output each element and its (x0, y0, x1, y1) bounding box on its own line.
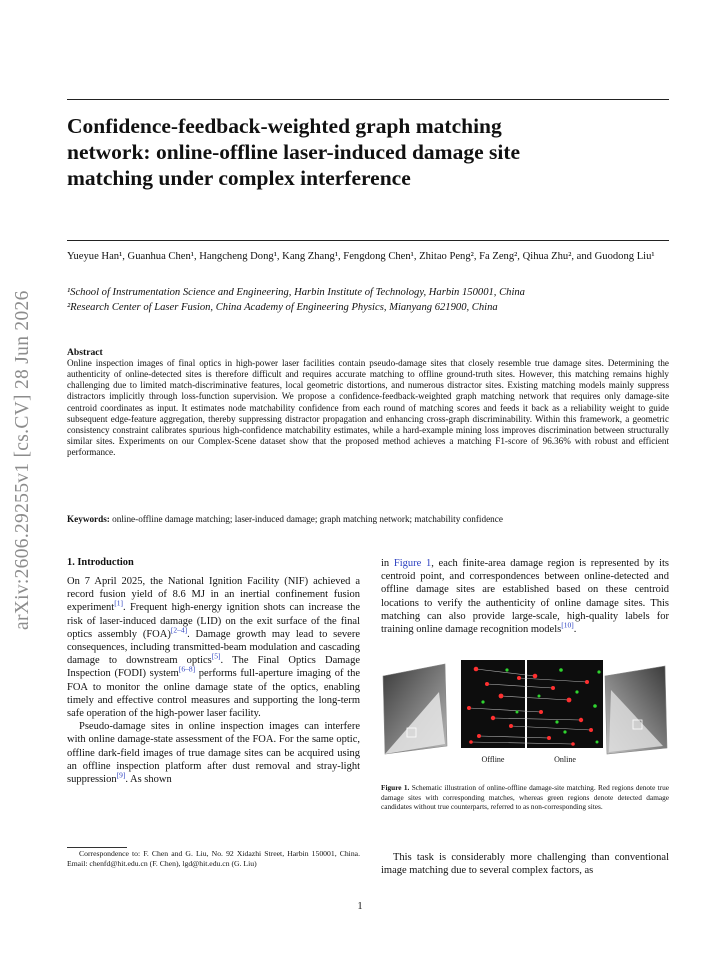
affiliation-1: ¹School of Instrumentation Science and Engineering, Harbin Institute of Technology, Harbin 150001, China (67, 287, 525, 298)
arxiv-identifier-stamp: arXiv:2606.29255v1 [cs.CV] 28 Jun 2026 (12, 290, 33, 630)
figure-1-illustration (381, 656, 669, 766)
text-run: . As shown (125, 774, 172, 786)
right-column-continued (381, 851, 669, 877)
figure-1-link[interactable]: Figure 1 (393, 558, 432, 569)
text-run: Pseudo-damage sites in online inspection images can interfere with online damage-state assessment of the FOA. For the same optic, offline dark-field images of true damage sites can be acquired using an offline inspection platform after dust removal and stray-light suppression (67, 721, 360, 786)
right-paragraph-1 (381, 557, 669, 636)
online-label: Online (554, 755, 576, 764)
footnote-rule (67, 847, 127, 848)
online-thumbnail (605, 666, 667, 754)
text-run: On 7 April 2025, the National Ignition Facility (NIF) achieved a record fusion yield of 8.6 MJ in an inertial confinement fusion experiment (67, 576, 360, 614)
text-run: . The Final Optics Damage Inspection (FODI) system (67, 655, 361, 680)
caption-label: Figure 1. (381, 783, 410, 792)
figure-1-caption (381, 783, 669, 812)
abstract-heading: Abstract (67, 347, 103, 358)
citation-link[interactable]: [5] (211, 651, 221, 661)
intro-paragraph-2 (67, 720, 360, 786)
intro-paragraph-1 (67, 575, 360, 720)
abstract-text: Online inspection images of final optics in high-power laser facilities contain pseudo-damage sites that closely resemble true damage sites. Determining the authenticity of online-detected sites is therefore difficult and requires accurate matching to offline ground-truth sites. However, this matching remains highly challenging due to limited match-discriminative features, local geometric distortions, and numerous distractor sites. Existing matching models mainly suppress distractors implicitly through loss-function supervision. We propose a confidence-feedback-weighted graph matching network that requires only damage-site centroid coordinates as input. It estimates node matchability confidence from each round of matching scores and feeds it back as a reliability weight to guide subsequent edge-feature aggregation, thereby suppressing distractor propagation and enhancing cross-graph discriminability. Within this framework, a geometric consistency constraint calibrates spurious high-confidence matchability estimates, while a hard-example mining loss improves discrimination between structurally similar sites. Experiments on our Complex-Scene dataset show that the proposed method achieves a matching F1-score of 96.36% with robust and efficient performance. (67, 358, 669, 458)
online-zoomed-panel (527, 660, 603, 748)
offline-zoomed-panel (461, 660, 525, 748)
text-run: in (381, 558, 394, 569)
citation-link[interactable]: [2–4] (170, 625, 188, 635)
page-number: 1 (357, 901, 363, 912)
paper-title (67, 113, 667, 191)
left-column (67, 557, 360, 786)
text-run: . Frequent high-energy ignition shots can increase the risk of laser-induced damage (LID) on the exit surface of the final optics assembly (FOA) (67, 602, 360, 640)
citation-link[interactable]: [10] (561, 620, 574, 630)
affiliations (67, 286, 669, 315)
author-list: Yueyue Han¹, Guanhua Chen¹, Hangcheng Dong¹, Kang Zhang¹, Fengdong Chen¹, Zhitao Peng², Fa Zeng², Qihua Zhu², and Guodong Liu¹ (67, 251, 655, 262)
title-line: Confidence-feedback-weighted graph matching (67, 114, 502, 138)
caption-text: Schematic illustration of online-offline damage-site matching. Red regions denote true damage sites with corresponding matches, whereas green regions denote detected damage candidates without true counterparts, referred to as non-corresponding sites. (381, 783, 669, 812)
title-line: matching under complex interference (67, 166, 411, 190)
citation-link[interactable]: [1] (114, 598, 123, 608)
title-line: network: online-offline laser-induced damage site (67, 140, 521, 164)
text-run: . Damage growth may lead to severe consequences, including transmitted-beam modulation and cascading damage to downstream optics (67, 628, 360, 667)
keywords-label: Keywords: (67, 514, 110, 524)
text-run: , each finite-area damage region is represented by its centroid point, and correspondences between online-detected and offline damage sites are established based on these centroid locations to verify the authenticity of online damage sites. This matching can also provide large-scale, high-quality labels for training online damage recognition models (381, 558, 669, 636)
right-paragraph-2: This task is considerably more challenging than conventional image matching due to several complex factors, as (381, 852, 669, 877)
figure-1 (381, 656, 669, 766)
text-run: . (573, 624, 577, 636)
affiliation-2: ²Research Center of Laser Fusion, China Academy of Engineering Physics, Mianyang 621900, China (67, 301, 498, 313)
top-rule (67, 99, 669, 100)
text-run: performs full-aperture imaging of the FOA to monitor the online damage state of the optics, enabling timely and effective control measures and supporting the long-term safe operation of the high-power laser facility. (67, 668, 360, 720)
citation-link[interactable]: [9] (116, 770, 126, 780)
section-heading-introduction: 1. Introduction (67, 557, 134, 568)
keywords (67, 514, 669, 524)
offline-thumbnail (383, 664, 447, 754)
title-rule (67, 240, 669, 241)
correspondence-footnote: Correspondence to: F. Chen and G. Liu, No. 92 Xidazhi Street, Harbin 150001, China. Email: chenfd@hit.edu.cn (F. Chen), lgd@hit.edu.cn (G. Liu) (67, 849, 360, 868)
keywords-text: online-offline damage matching; laser-induced damage; graph matching network; matchability confidence (112, 514, 503, 524)
right-column (381, 557, 669, 636)
citation-link[interactable]: [6–8] (178, 664, 196, 674)
offline-label: Offline (481, 755, 505, 764)
